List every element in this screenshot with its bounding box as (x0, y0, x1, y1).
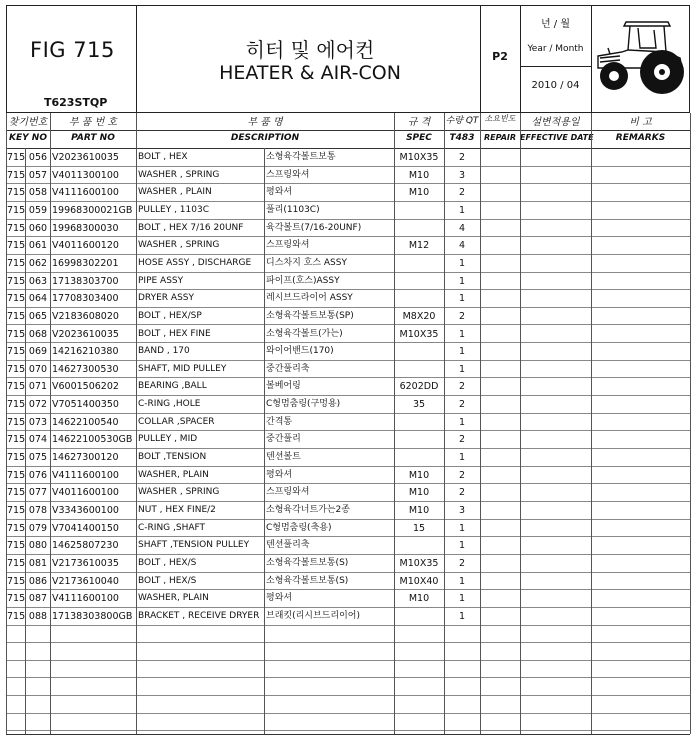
cell-desc-en: BOLT , HEX/SP (138, 311, 202, 321)
cell-qty: 3 (458, 170, 466, 181)
cell-fig: 715 (7, 152, 25, 163)
cell-part: 19968300021GB (52, 205, 133, 216)
cell-spec: M10 (408, 593, 430, 604)
cell-qty: 2 (458, 470, 466, 481)
cell-desc-en: BOLT , HEX (138, 152, 188, 162)
cell-fig: 715 (7, 187, 25, 198)
cell-desc-ko: 텐션풀리축 (266, 540, 310, 550)
col-desc-ko: 부 품 명 (247, 117, 283, 128)
cell-fig: 715 (7, 505, 25, 516)
cell-desc-ko: 간격통 (266, 417, 293, 427)
cell-qty: 1 (458, 576, 466, 587)
cell-part: 14627300120 (52, 452, 119, 463)
cell-spec (394, 255, 444, 272)
cell-qty: 2 (458, 187, 466, 198)
cell-qty: 1 (458, 329, 466, 340)
cell-part: V7051400350 (52, 399, 119, 410)
cell-part: V7041400150 (52, 523, 119, 534)
cell-fig: 715 (7, 611, 25, 622)
cell-part: 17138303800GB (52, 611, 133, 622)
cell-spec (394, 414, 444, 431)
year-month-label-en: Year / Month (527, 44, 584, 54)
cell-desc-en: BOLT , HEX/S (138, 576, 197, 586)
column-line (520, 113, 521, 734)
cell-qty: 3 (458, 505, 466, 516)
cell-desc-ko: 레시브드라이어 ASSY (266, 293, 353, 303)
cell-desc-en: WASHER , PLAIN (138, 187, 212, 197)
cell-part: V6001506202 (52, 381, 119, 392)
cell-fig: 715 (7, 452, 25, 463)
cell-part: V3343600100 (52, 505, 119, 516)
cell-desc-en: WASHER, PLAIN (138, 470, 209, 480)
column-line (690, 113, 691, 734)
row-line (6, 660, 690, 661)
col-qty-ko: 수량 QT (445, 116, 479, 126)
cell-qty: 1 (458, 540, 466, 551)
header-row-divider (6, 130, 690, 131)
cell-desc-en: BOLT ,TENSION (138, 452, 207, 462)
cell-part: V2183608020 (52, 311, 119, 322)
cell-spec (394, 220, 444, 237)
cell-key: 063 (28, 276, 48, 287)
cell-desc-en: PULLEY , 1103C (138, 205, 209, 215)
cell-desc-ko: 중간풀리축 (266, 364, 310, 374)
cell-desc-en: BOLT , HEX 7/16 20UNF (138, 223, 244, 233)
row-line (6, 713, 690, 714)
cell-spec: 15 (412, 523, 426, 534)
cell-qty: 1 (458, 523, 466, 534)
year-month-label-ko: 년 / 월 (540, 19, 571, 30)
cell-part: V2173610035 (52, 558, 119, 569)
row-line (6, 695, 690, 696)
column-line (591, 113, 592, 734)
cell-desc-en: C-RING ,SHAFT (138, 523, 206, 533)
cell-qty: 2 (458, 487, 466, 498)
cell-fig: 715 (7, 576, 25, 587)
cell-key: 060 (28, 223, 48, 234)
tractor-illustration (594, 10, 688, 106)
cell-fig: 715 (7, 417, 25, 428)
header-divider-date (591, 5, 592, 113)
header-divider-ym (520, 66, 591, 67)
cell-part: 14627300530 (52, 364, 119, 375)
cell-desc-en: WASHER , SPRING (138, 170, 220, 180)
cell-desc-ko: 스프링와셔 (266, 487, 310, 497)
cell-spec (394, 537, 444, 554)
cell-desc-ko: 스프링와셔 (266, 170, 310, 180)
cell-fig: 715 (7, 399, 25, 410)
cell-qty: 1 (458, 293, 466, 304)
cell-fig: 715 (7, 258, 25, 269)
column-line (264, 148, 265, 734)
cell-key: 061 (28, 240, 48, 251)
cell-desc-en: SHAFT ,TENSION PULLEY (138, 540, 250, 550)
cell-qty: 1 (458, 276, 466, 287)
cell-desc-en: WASHER, PLAIN (138, 593, 209, 603)
cell-spec: M10X35 (399, 152, 439, 163)
cell-qty: 2 (458, 381, 466, 392)
cell-qty: 2 (458, 434, 466, 445)
col-remarks-ko: 비 고 (629, 117, 652, 128)
cell-qty: 1 (458, 611, 466, 622)
cell-part: V4011300100 (52, 170, 119, 181)
cell-desc-en: BOLT , HEX FINE (138, 329, 211, 339)
cell-desc-en: BAND , 170 (138, 346, 190, 356)
cell-key: 073 (28, 417, 48, 428)
figure-number: FIG 715 (30, 38, 115, 62)
cell-fig: 715 (7, 346, 25, 357)
cell-qty: 4 (458, 240, 466, 251)
cell-part: V4111600100 (52, 470, 119, 481)
cell-key: 068 (28, 329, 48, 340)
cell-part: 14622100540 (52, 417, 119, 428)
row-line (6, 677, 690, 678)
col-repair-ko: 소요빈도 (484, 114, 516, 123)
cell-spec (394, 431, 444, 448)
cell-spec: 6202DD (399, 381, 439, 392)
cell-desc-en: HOSE ASSY , DISCHARGE (138, 258, 252, 268)
cell-part: V4011600100 (52, 487, 119, 498)
cell-spec (394, 202, 444, 219)
cell-key: 080 (28, 540, 48, 551)
cell-part: 17708303400 (52, 293, 119, 304)
cell-qty: 4 (458, 223, 466, 234)
col-repair-en: REPAIR (483, 133, 517, 142)
cell-fig: 715 (7, 276, 25, 287)
cell-part: 14625807230 (52, 540, 119, 551)
cell-desc-ko: 파이프(호스)ASSY (266, 276, 340, 286)
cell-desc-en: BEARING ,BALL (138, 381, 207, 391)
cell-desc-ko: 소형육각볼트보통(S) (266, 576, 349, 586)
title-english: HEATER & AIR-CON (219, 62, 401, 84)
cell-desc-ko: 소형육각볼트보통(S) (266, 558, 349, 568)
cell-qty: 1 (458, 417, 466, 428)
cell-spec: M10 (408, 505, 430, 516)
col-eff-en: EFFECTIVE DATE (520, 133, 594, 142)
cell-desc-ko: 소형육각너트가는2종 (266, 505, 350, 515)
cell-spec (394, 343, 444, 360)
cell-key: 071 (28, 381, 48, 392)
cell-qty: 1 (458, 346, 466, 357)
cell-desc-ko: 중간풀리 (266, 434, 301, 444)
col-part-en: PART NO (71, 133, 115, 143)
cell-qty: 2 (458, 558, 466, 569)
cell-desc-en: PULLEY , MID (138, 434, 198, 444)
cell-desc-ko: 평와셔 (266, 470, 293, 480)
cell-key: 056 (28, 152, 48, 163)
cell-key: 065 (28, 311, 48, 322)
col-qty-en: T483 (449, 133, 475, 143)
cell-fig: 715 (7, 523, 25, 534)
cell-desc-en: PIPE ASSY (138, 276, 184, 286)
col-key-ko: 찾기번호 (8, 117, 48, 128)
row-line (6, 642, 690, 643)
cell-desc-ko: 텐션볼트 (266, 452, 301, 462)
cell-spec (394, 608, 444, 625)
cell-key: 072 (28, 399, 48, 410)
col-part-ko: 부 품 번 호 (68, 117, 118, 128)
cell-spec: M10X35 (399, 558, 439, 569)
col-spec-en: SPEC (406, 133, 432, 143)
cell-key: 058 (28, 187, 48, 198)
cell-desc-ko: C형멈춤링(구멍용) (266, 399, 341, 409)
page-number: P2 (492, 50, 508, 63)
cell-desc-ko: 볼베어링 (266, 381, 301, 391)
cell-key: 057 (28, 170, 48, 181)
cell-fig: 715 (7, 293, 25, 304)
col-key-en: KEY NO (9, 133, 47, 143)
col-eff-ko: 설변적용일 (531, 117, 580, 128)
cell-qty: 1 (458, 205, 466, 216)
cell-part: 16998302201 (52, 258, 119, 269)
cell-fig: 715 (7, 240, 25, 251)
col-desc-en: DESCRIPTION (230, 133, 300, 143)
cell-part: 14622100530GB (52, 434, 133, 445)
cell-desc-ko: 소형육각볼트(가는) (266, 329, 343, 339)
cell-fig: 715 (7, 170, 25, 181)
cell-desc-ko: 브래킷(리시브드리이어) (266, 611, 360, 621)
cell-spec (394, 449, 444, 466)
cell-spec: M10 (408, 470, 430, 481)
cell-part: V4111600100 (52, 187, 119, 198)
column-line (480, 113, 481, 734)
cell-key: 064 (28, 293, 48, 304)
cell-key: 074 (28, 434, 48, 445)
cell-fig: 715 (7, 558, 25, 569)
cell-desc-ko: 평와셔 (266, 593, 293, 603)
cell-desc-ko: 평와셔 (266, 187, 293, 197)
cell-spec (394, 273, 444, 290)
cell-spec: M12 (408, 240, 430, 251)
cell-desc-en: COLLAR ,SPACER (138, 417, 215, 427)
cell-desc-en: BOLT , HEX/S (138, 558, 197, 568)
row-line (6, 730, 690, 731)
column-line (136, 113, 137, 734)
cell-part: V2173610040 (52, 576, 119, 587)
cell-qty: 1 (458, 452, 466, 463)
cell-fig: 715 (7, 381, 25, 392)
cell-key: 077 (28, 487, 48, 498)
cell-part: 19968300030 (52, 223, 119, 234)
cell-desc-ko: 소형육각볼트보통(SP) (266, 311, 354, 321)
col-spec-ko: 규 격 (407, 117, 431, 128)
cell-spec: M8X20 (402, 311, 436, 322)
cell-qty: 1 (458, 364, 466, 375)
cell-spec: M10 (408, 170, 430, 181)
cell-desc-ko: 디스차지 호스 ASSY (266, 258, 347, 268)
cell-fig: 715 (7, 470, 25, 481)
cell-fig: 715 (7, 487, 25, 498)
cell-key: 081 (28, 558, 48, 569)
cell-key: 087 (28, 593, 48, 604)
cell-desc-ko: C형멈춤링(축용) (266, 523, 332, 533)
cell-qty: 2 (458, 399, 466, 410)
cell-desc-ko: 육각볼트(7/16-20UNF) (266, 223, 362, 233)
cell-part: V4111600100 (52, 593, 119, 604)
cell-desc-en: SHAFT, MID PULLEY (138, 364, 227, 374)
cell-spec: M10 (408, 187, 430, 198)
title-korean: 히터 및 에어컨 (245, 38, 375, 62)
cell-part: V4011600120 (52, 240, 119, 251)
cell-qty: 1 (458, 593, 466, 604)
cell-part: 14216210380 (52, 346, 119, 357)
cell-key: 088 (28, 611, 48, 622)
cell-key: 086 (28, 576, 48, 587)
cell-part: V2023610035 (52, 152, 119, 163)
cell-desc-en: WASHER , SPRING (138, 487, 220, 497)
cell-key: 079 (28, 523, 48, 534)
cell-fig: 715 (7, 311, 25, 322)
cell-desc-en: WASHER , SPRING (138, 240, 220, 250)
cell-key: 078 (28, 505, 48, 516)
cell-desc-en: BRACKET , RECEIVE DRYER (138, 611, 260, 621)
cell-fig: 715 (7, 364, 25, 375)
table-bottom-line (6, 734, 690, 735)
cell-spec: M10X40 (399, 576, 439, 587)
cell-key: 070 (28, 364, 48, 375)
cell-key: 062 (28, 258, 48, 269)
cell-desc-en: NUT , HEX FINE/2 (138, 505, 216, 515)
cell-qty: 1 (458, 258, 466, 269)
column-line (50, 113, 51, 734)
cell-desc-ko: 스프링와셔 (266, 240, 310, 250)
cell-spec (394, 361, 444, 378)
cell-qty: 2 (458, 311, 466, 322)
cell-desc-ko: 풀리(1103C) (266, 205, 320, 215)
cell-part: 17138303700 (52, 276, 119, 287)
cell-key: 076 (28, 470, 48, 481)
cell-part: V2023610035 (52, 329, 119, 340)
cell-fig: 715 (7, 205, 25, 216)
cell-spec (394, 290, 444, 307)
cell-fig: 715 (7, 434, 25, 445)
col-remarks-en: REMARKS (615, 133, 666, 143)
cell-qty: 2 (458, 152, 466, 163)
cell-desc-ko: 와이어밴드(170) (266, 346, 334, 356)
cell-key: 059 (28, 205, 48, 216)
header-divider-fig (136, 5, 137, 113)
year-month-value: 2010 / 04 (531, 80, 580, 91)
cell-desc-ko: 소형육각볼트보통 (266, 152, 336, 162)
cell-spec: 35 (412, 399, 426, 410)
cell-fig: 715 (7, 540, 25, 551)
cell-spec: M10 (408, 487, 430, 498)
row-line (6, 625, 690, 626)
cell-fig: 715 (7, 223, 25, 234)
cell-fig: 715 (7, 593, 25, 604)
cell-key: 075 (28, 452, 48, 463)
cell-desc-en: DRYER ASSY (138, 293, 194, 303)
cell-spec: M10X35 (399, 329, 439, 340)
cell-desc-en: C-RING ,HOLE (138, 399, 201, 409)
cell-fig: 715 (7, 329, 25, 340)
model-code: T623STQP (44, 96, 108, 109)
cell-key: 069 (28, 346, 48, 357)
